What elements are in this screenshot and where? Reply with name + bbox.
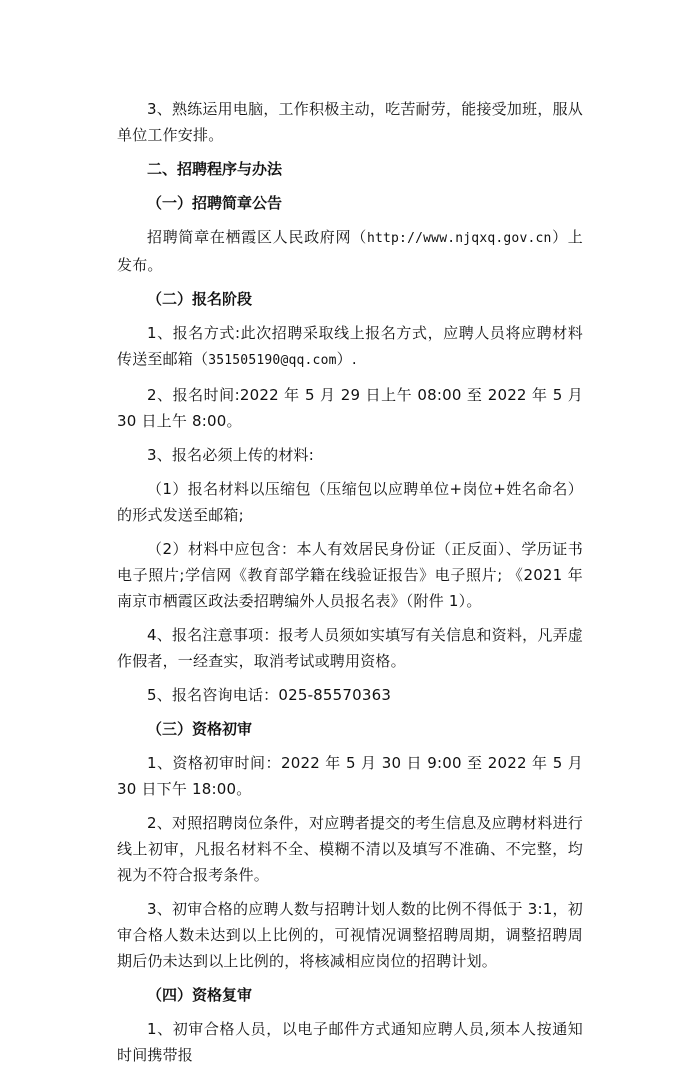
signup-phone-paragraph: 5、报名咨询电话：025-85570363 — [147, 686, 392, 704]
review-ratio-paragraph: 3、初审合格的应聘人数与招聘计划人数的比例不得低于 3:1，初审合格人数未达到以上比例的，可视情况调整招聘周期，调整招聘周期后仍未达到以上比例的，将核减相应岗位的招聘计划。 — [117, 900, 583, 970]
document-body — [117, 96, 583, 1076]
subsection-heading-signup: （二）报名阶段 — [147, 290, 253, 308]
announcement-prefix: 招聘简章在栖霞区人民政府网（ — [147, 228, 367, 246]
recheck-paragraph: 1、初审合格人员，以电子邮件方式通知应聘人员,须本人按通知时间携带报 — [117, 1020, 583, 1064]
review-time-paragraph: 1、资格初审时间：2022 年 5 月 30 日 9:00 至 2022 年 5 月 30 日下午 18:00。 — [117, 754, 583, 798]
announcement-suffix: ）上发布。 — [117, 228, 583, 274]
announcement-paragraph — [117, 224, 583, 278]
subsection-heading-initial-review: （三）资格初审 — [147, 720, 253, 738]
materials-item-2: （2）材料中应包含：本人有效居民身份证（正反面）、学历证书电子照片;学信网《教育部学籍在线验证报告》电子照片; 《2021 年南京市栖霞区政法委招聘编外人员报名表》（附件 1）。 — [117, 540, 583, 610]
signup-method-paragraph — [117, 320, 583, 374]
section-heading-procedure: 二、招聘程序与办法 — [147, 160, 283, 178]
signup-method-end: ）. — [336, 350, 357, 368]
signup-time-paragraph: 2、报名时间:2022 年 5 月 29 日上午 08:00 至 2022 年 5 月 30 日上午 8:00。 — [117, 386, 583, 430]
signup-email: 351505190@qq.com — [208, 353, 337, 368]
materials-item-1: （1）报名材料以压缩包（压缩包以应聘单位+岗位+姓名命名）的形式发送至邮箱; — [117, 480, 583, 524]
signup-method-text: 1、报名方式:此次招聘采取线上报名方式，应聘人员将应聘材料传送至邮箱（ — [117, 324, 583, 368]
subsection-heading-recheck: （四）资格复审 — [147, 986, 253, 1004]
subsection-heading-announcement: （一）招聘简章公告 — [147, 194, 283, 212]
government-website-url: http://www.njqxq.gov.cn — [366, 231, 552, 246]
materials-title: 3、报名必须上传的材料: — [147, 446, 314, 464]
signup-notice-paragraph: 4、报名注意事项：报考人员须如实填写有关信息和资料，凡弄虚作假者，一经查实，取消考试或聘用资格。 — [117, 626, 583, 670]
requirement-item-3: 3、熟练运用电脑，工作积极主动，吃苦耐劳，能接受加班，服从单位工作安排。 — [117, 100, 583, 144]
review-conditions-paragraph: 2、对照招聘岗位条件，对应聘者提交的考生信息及应聘材料进行线上初审，凡报名材料不全、模糊不清以及填写不准确、不完整，均视为不符合报考条件。 — [117, 814, 583, 884]
